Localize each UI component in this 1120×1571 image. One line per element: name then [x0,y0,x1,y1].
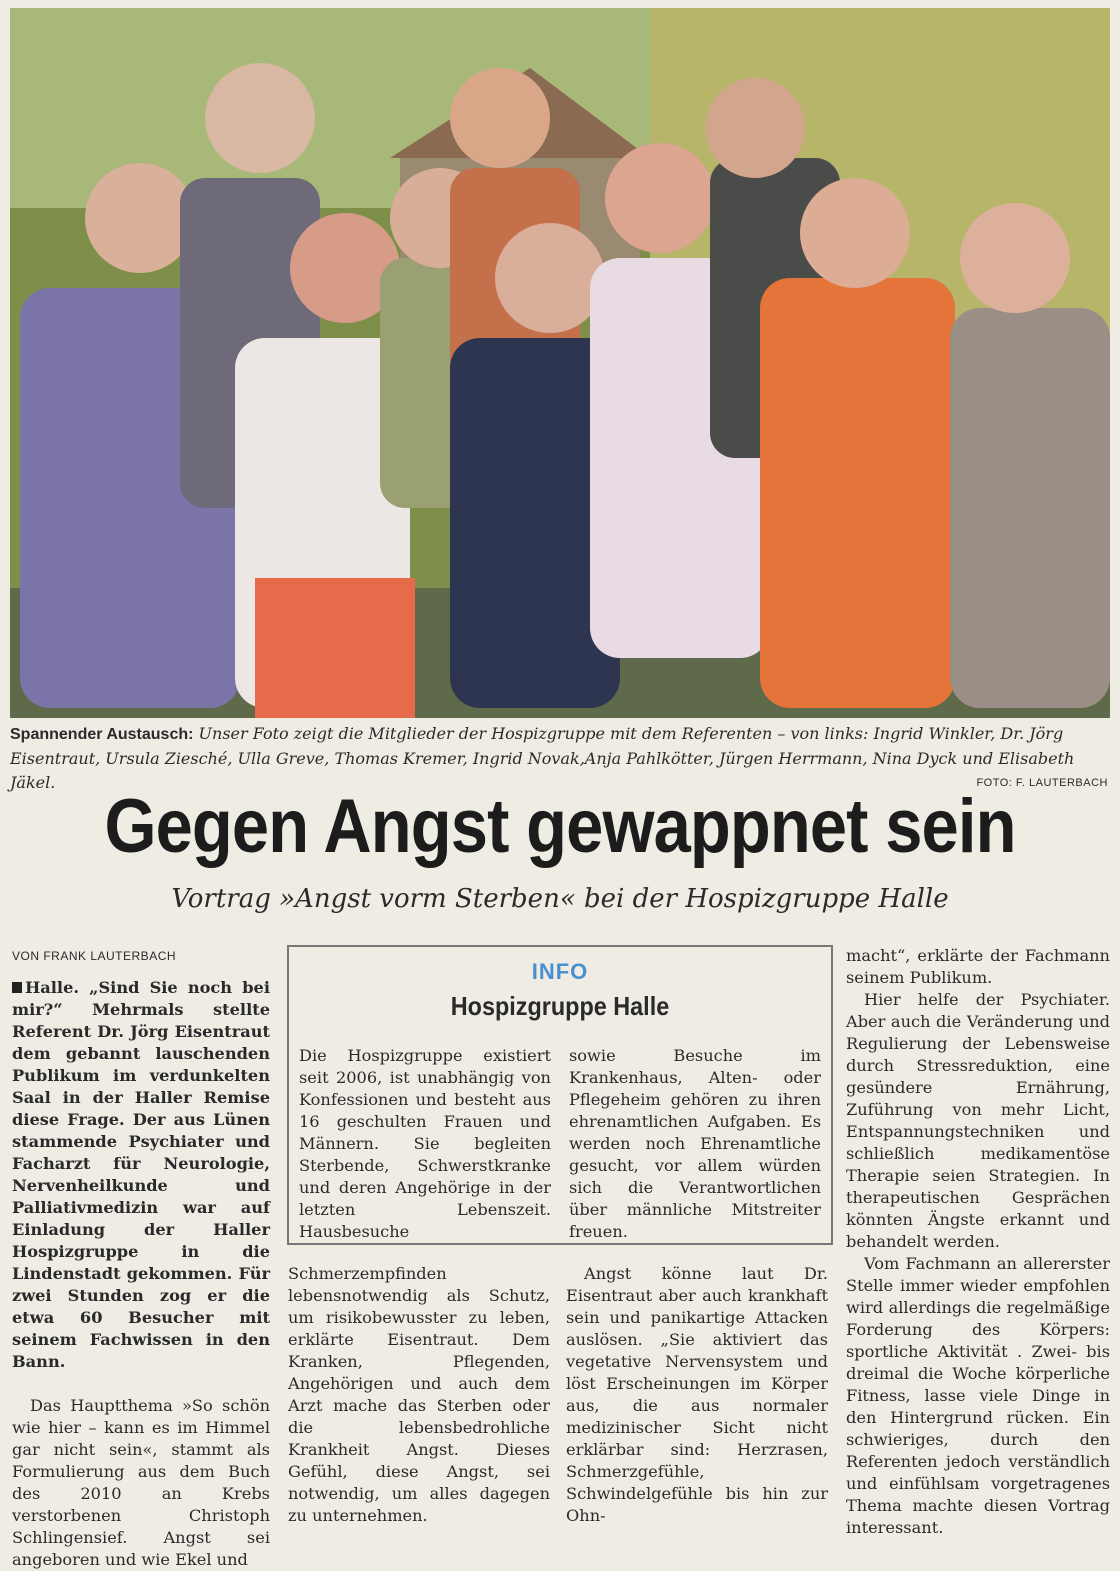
column-4 [846,945,1110,1539]
paragraph: Hier helfe der Psychiater. Aber auch die Veränderung und Regulierung der Lebensweise durch Stressreduktion, eine gesündere Ernährung, Zuführung von mehr Licht, Entspannungstechniken und schließlich medikamentöse Therapie seien Strategien. In therapeutischen Gesprächen könnten Ängste erkannt und behandelt werden. [846,990,1110,1251]
paragraph: macht“, erklärte der Fachmann seinem Publikum. [846,946,1110,987]
paragraph: Angst könne laut Dr. Eisentraut aber auch krankhaft sein und panikartige Attacken auslösen. „Sie aktiviert das vegetative Nervensystem und löst Erscheinungen im Körper aus, die aus normaler medizinischer Sicht nicht erklärbar sind: Herzrasen, Schmerzgefühle, Schwindelgefühle bis hin zur Ohn- [566,1264,828,1525]
column-3 [566,1263,828,1527]
info-column-2: sowie Besuche im Krankenhaus, Alten- oder Pflegeheim gehören zu ihren ehrenamtlichen Aufgaben. Es werden noch Ehrenamtliche gesucht, vor allem würden sich die Verantwortlichen über männliche Mitstreiter freuen. [569,1046,821,1241]
info-tag: INFO [531,959,589,984]
byline: VON FRANK LAUTERBACH [12,949,177,963]
group-photo [10,8,1110,718]
paragraph: Schmerzempfinden lebensnotwendig als Schutz, um risikobewusster zu leben, erklärte Eisentraut. Dem Kranken, Pflegenden, Angehörigen und auch dem Arzt mache das Sterben oder die lebensbedrohliche Krankheit Angst. Dieses Gefühl, diese Angst, sei notwendig, um alles dagegen zu unternehmen. [288,1264,550,1525]
photo-credit: FOTO: F. LAUTERBACH [976,777,1108,789]
paragraph: Das Hauptthema »So schön wie hier – kann es im Himmel gar nicht sein«, stammt als Formulierung aus dem Buch des 2010 an Krebs verstorbenen Christoph Schlingensief. Angst sei angeboren und wie Ekel und [12,1396,270,1569]
square-bullet-icon [12,982,22,993]
subheadline: Vortrag »Angst vorm Sterben« bei der Hospizgruppe Halle [171,884,949,914]
info-column-1: Die Hospizgruppe existiert seit 2006, ist unabhängig von Konfessionen und besteht aus 16 geschulten Frauen und Männern. Sie begleiten Sterbende, Schwerstkranke und deren Angehörige in der letzten Lebenszeit. Hausbesuche [299,1046,551,1241]
lead-text: Halle. „Sind Sie noch bei mir?“ Mehrmals stellte Referent Dr. Jörg Eisentraut dem gebannt lauschenden Publikum im verdunkelten Saal in der Haller Remise diese Frage. Der aus Lünen stammende Psychiater und Facharzt für Neurologie, Nervenheilkunde und Palliativmedizin war auf Einladung der Haller Hospizgruppe in die Lindenstadt gekommen. Für zwei Stunden zog er die etwa 60 Besucher mit seinem Fachwissen in den Bann. [12,978,270,1371]
headline: Gegen Angst gewappnet sein [104,784,1016,869]
paragraph: Vom Fachmann an allererster Stelle immer wieder empfohlen wird allerdings die regelmäßige Forderung des Körpers: sportliche Aktivität . Zwei- bis dreimal die Woche körperliche Fitness, lasse viele Dinge in den Hintergrund rücken. Ein schwieriges, durch den Referenten jedoch verständlich und einfühlsam vorgetragenes Thema machte diesen Vortrag interessant. [846,1254,1110,1537]
lead-paragraph [12,977,270,1373]
column-2 [288,1263,550,1527]
caption-text: Unser Foto zeigt die Mitglieder der Hospizgruppe mit dem Referenten – von links: Ingrid Winkler, Dr. Jörg Eisentraut, Ursula Ziesché, Ulla Greve, Thomas Kremer, Ingrid Novak,Anja Pahlkötter, Jürgen Herrmann, Nina Dyck und Elisabeth Jäkel. [10,724,1075,792]
info-title: Hospizgruppe Halle [450,991,670,1021]
column-1 [12,945,270,1571]
caption-lead: Spannender Austausch: [10,726,194,743]
info-box [287,945,833,1245]
